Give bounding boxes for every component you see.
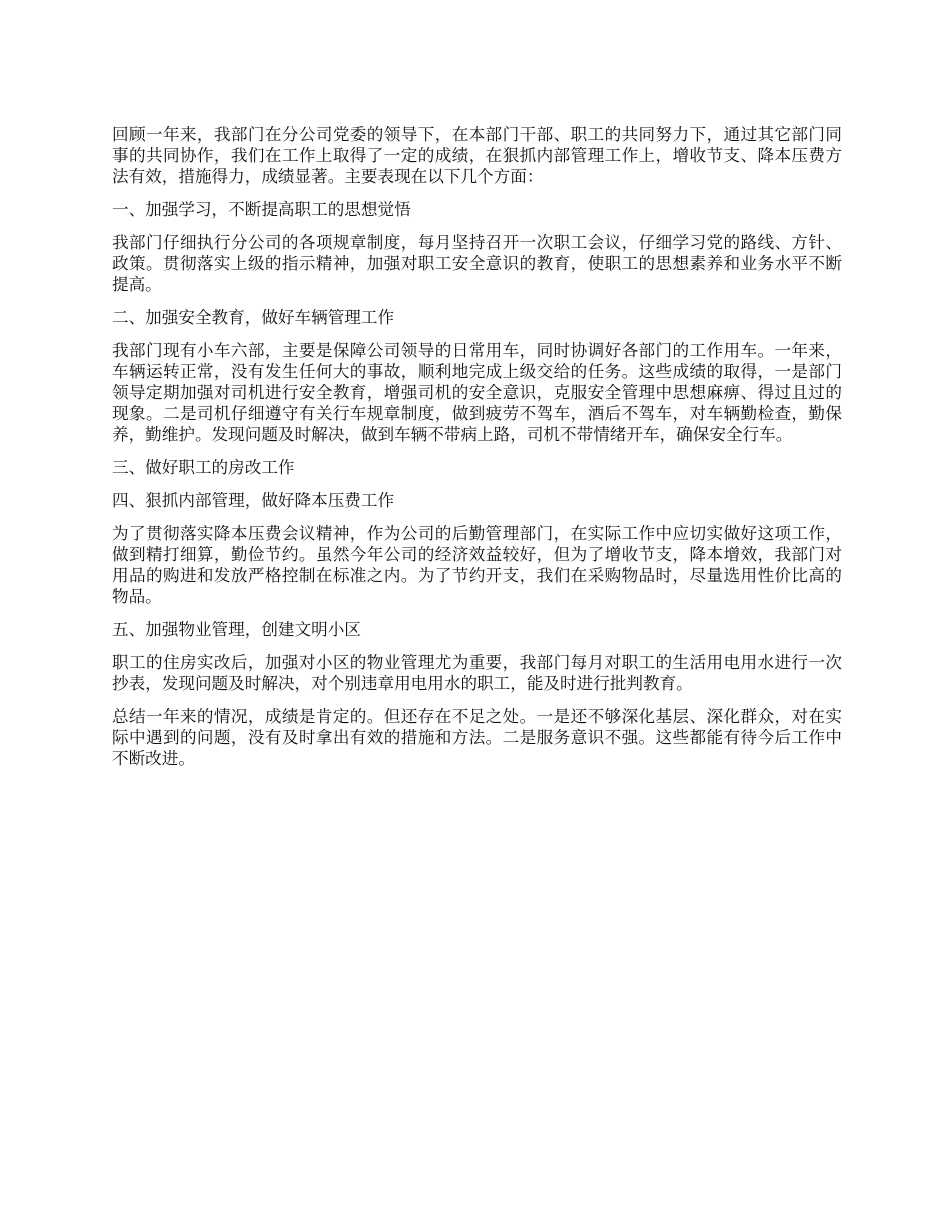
intro-paragraph: 回顾一年来，我部门在分公司党委的领导下，在本部门干部、职工的共同努力下，通过其它部门同事的共同协作，我们在工作上取得了一定的成绩，在狠抓内部管理工作上，增收节支、降本压费方法有效，措施得力，成绩显著。主要表现在以下几个方面： xyxy=(112,125,842,186)
section-heading-1: 一、加强学习，不断提高职工的思想觉悟 xyxy=(112,200,411,219)
section-heading-3: 三、做好职工的房改工作 xyxy=(112,458,295,477)
summary-paragraph: 总结一年来的情况，成绩是肯定的。但还存在不足之处。一是还不够深化基层、深化群众，对在实际中遇到的问题，没有及时拿出有效的措施和方法。二是服务意识不强。这些都能有待今后工作中不断改进。 xyxy=(112,707,842,768)
document-body xyxy=(112,124,842,781)
section-paragraph-2: 我部门现有小车六部，主要是保障公司领导的日常用车，同时协调好各部门的工作用车。一年来，车辆运转正常，没有发生任何大的事故，顺利地完成上级交给的任务。这些成绩的取得，一是部门领导定期加强对司机进行安全教育，增强司机的安全意识，克服安全管理中思想麻痹、得过且过的现象。二是司机仔细遵守有关行车规章制度，做到疲劳不驾车，酒后不驾车，对车辆勤检查，勤保养，勤维护。发现问题及时解决，做到车辆不带病上路，司机不带情绪开车，确保安全行车。 xyxy=(112,341,842,444)
section-heading-4: 四、狠抓内部管理，做好降本压费工作 xyxy=(112,491,395,510)
section-paragraph-4: 为了贯彻落实降本压费会议精神，作为公司的后勤管理部门，在实际工作中应切实做好这项工作，做到精打细算，勤俭节约。虽然今年公司的经济效益较好，但为了增收节支，降本增效，我部门对用品的购进和发放严格控制在标准之内。为了节约开支，我们在采购物品时，尽量选用性价比高的物品。 xyxy=(112,524,842,606)
section-heading-2: 二、加强安全教育，做好车辆管理工作 xyxy=(112,308,395,327)
section-paragraph-5: 职工的住房实改后，加强对小区的物业管理尤为重要，我部门每月对职工的生活用电用水进行一次抄表，发现问题及时解决，对个别违章用电用水的职工，能及时进行批判教育。 xyxy=(112,653,842,693)
section-heading-5: 五、加强物业管理，创建文明小区 xyxy=(112,620,361,639)
section-paragraph-1: 我部门仔细执行分公司的各项规章制度，每月坚持召开一次职工会议，仔细学习党的路线、方针、政策。贯彻落实上级的指示精神，加强对职工安全意识的教育，使职工的思想素养和业务水平不断提高。 xyxy=(112,233,842,294)
